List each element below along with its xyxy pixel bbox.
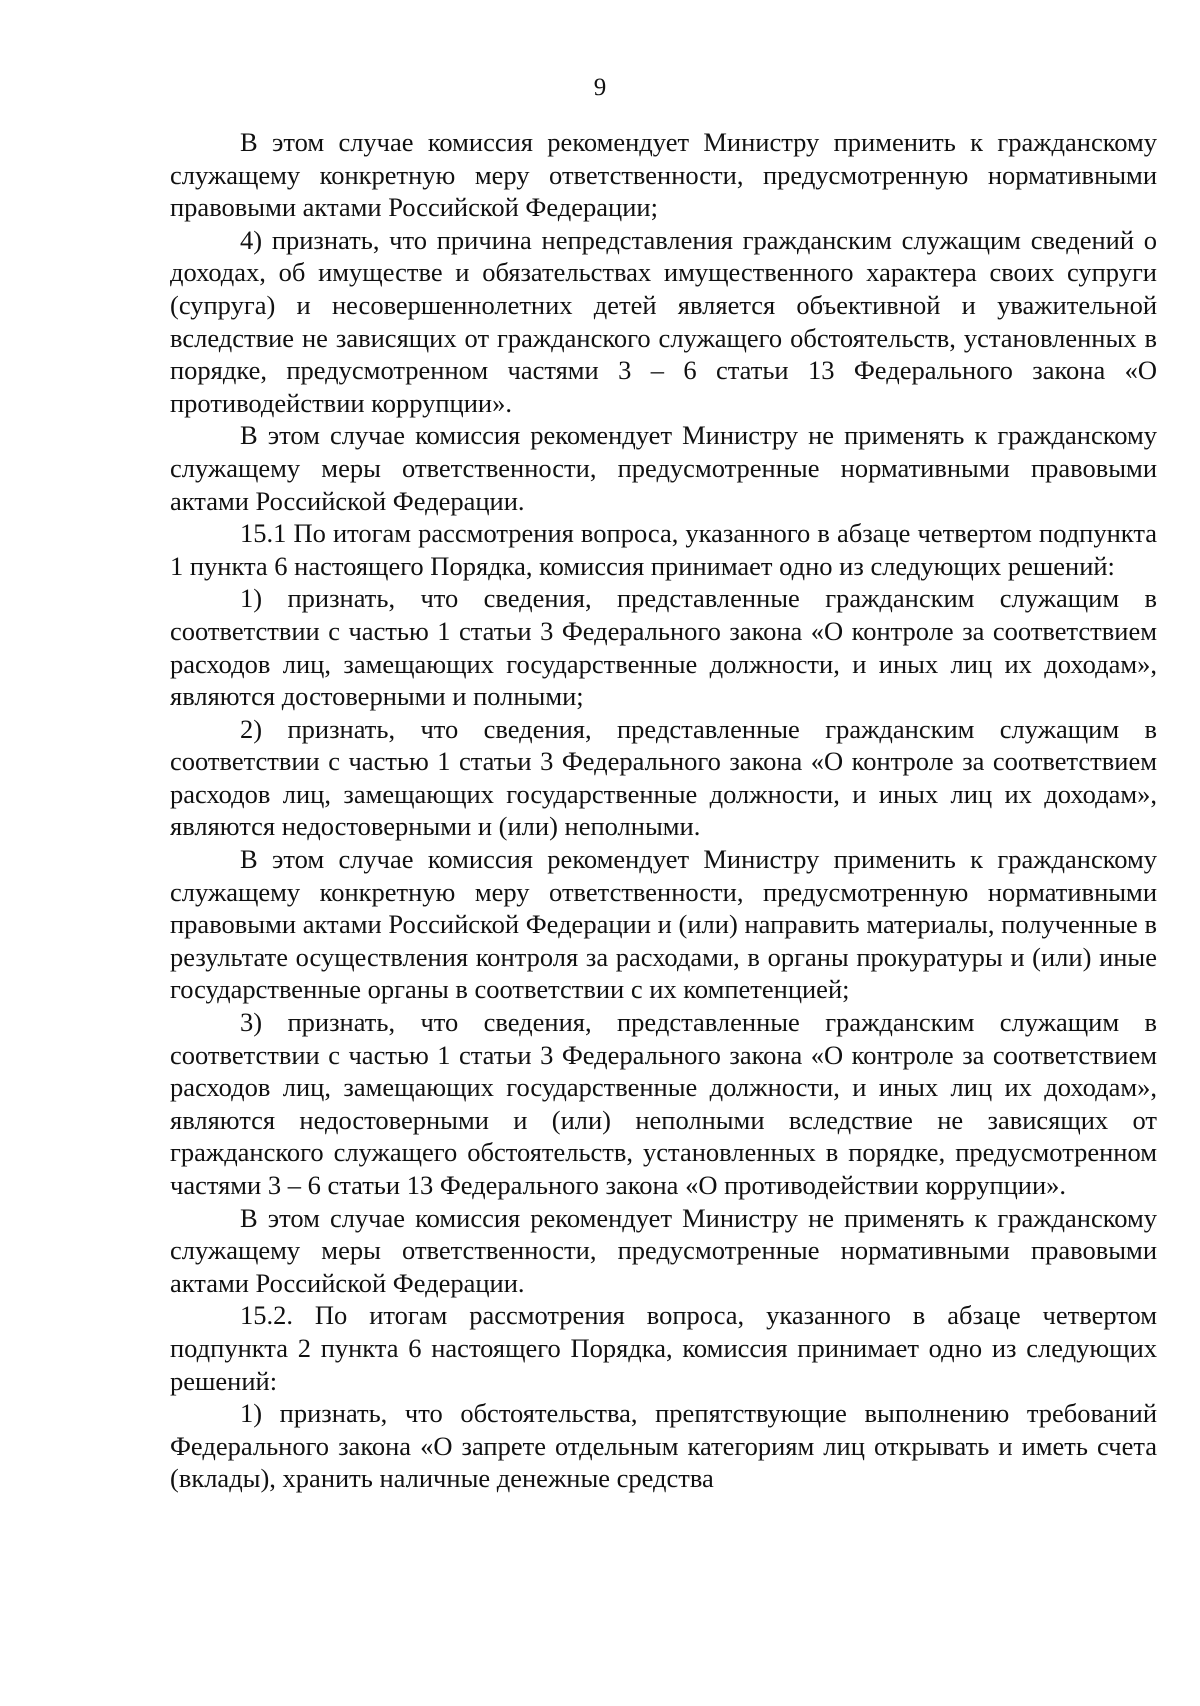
- text-line: к гражданскому служащему конкретную меру ответственности,: [170, 127, 1157, 190]
- text-line: в соответствии с частью 1 статьи 3 Федерального закона «О контроле: [170, 1007, 1158, 1070]
- text-line: за соответствием расходов лиц, замещающих государственные должности,: [170, 615, 1157, 679]
- text-line: В этом случае комиссия рекомендует Министру не применять: [240, 1202, 965, 1233]
- text-line: органы в соответствии с их компетенцией;: [367, 974, 850, 1005]
- text-line: и иных лиц их доходам», являются достоверными и полными;: [170, 648, 1157, 712]
- text-line: открывать и иметь счета (вклады), хранить наличные денежные средства: [170, 1430, 1157, 1494]
- text-line: В этом случае комиссия рекомендует Министру применить: [240, 127, 956, 157]
- text-line: В этом случае комиссия рекомендует Министру не применять: [240, 420, 965, 451]
- text-line: к гражданскому служащему конкретную меру ответственности,: [170, 844, 1157, 907]
- text-line: вследствие не зависящих от гражданского служащего обстоятельств,: [170, 1104, 1157, 1168]
- text-line: требований Федерального закона «О запрете отдельным категориям лиц: [170, 1398, 1158, 1461]
- text-line: 15.1 По итогам рассмотрения вопроса, указанного в абзаце четвертом: [240, 518, 1032, 549]
- text-line: в соответствии с частью 1 статьи 3 Федерального закона «О контроле: [170, 583, 1158, 646]
- text-line: В этом случае комиссия рекомендует Министру применить: [240, 844, 956, 875]
- text-line: статьи 13 Федерального закона «О противодействии коррупции».: [170, 355, 1157, 418]
- paragraph: [170, 713, 1157, 843]
- text-line: подпункта 1 пункта 6 настоящего Порядка, комиссия принимает одно: [170, 518, 1157, 581]
- paragraph: [170, 224, 1157, 420]
- text-line: из следующих решений:: [170, 1332, 1158, 1396]
- text-line: нормативными правовыми актами Российской Федерации.: [170, 1235, 1158, 1298]
- text-line: нормативными правовыми актами Российской Федерации.: [170, 452, 1158, 516]
- text-line: 3) признать, что сведения, представленные гражданским служащим: [240, 1007, 1120, 1038]
- paragraph: [170, 126, 1157, 224]
- text-line: за соответствием расходов лиц, замещающих государственные должности,: [170, 1039, 1157, 1103]
- text-line: 4) признать, что причина непредставления гражданским служащим: [240, 224, 1021, 255]
- text-line: подпункта 2 пункта 6 настоящего Порядка, комиссия принимает одно: [170, 1332, 983, 1363]
- text-line: из следующих решений:: [839, 550, 1115, 581]
- document-body: [170, 126, 1157, 1495]
- text-line: и иных лиц их доходам», являются недостоверными и (или) неполными.: [170, 778, 1157, 842]
- paragraph: [170, 582, 1157, 712]
- text-line: 1) признать, что сведения, представленные гражданским служащим: [240, 583, 1120, 614]
- paragraph: [170, 419, 1157, 517]
- text-line: к гражданскому служащему меры ответственности, предусмотренные: [170, 1202, 1157, 1266]
- text-line: за соответствием расходов лиц, замещающих государственные должности,: [170, 746, 1157, 809]
- text-line: к гражданскому служащему меры ответственности, предусмотренные: [170, 420, 1157, 483]
- paragraph: [170, 1006, 1157, 1202]
- text-line: своих супруги (супруга) и несовершеннолетних детей является объективной: [170, 257, 1157, 320]
- text-line: 1) признать, что обстоятельства, препятствующие выполнению: [240, 1398, 1010, 1429]
- text-line: установленных в порядке, предусмотренном частями 3 – 6 статьи 13: [170, 1137, 1158, 1200]
- paragraph: [170, 1397, 1157, 1495]
- text-line: Федерального закона «О противодействии коррупции».: [439, 1170, 1067, 1200]
- page-number: 9: [593, 74, 607, 101]
- text-line: в соответствии с частью 1 статьи 3 Федерального закона «О контроле: [170, 713, 1158, 777]
- text-line: и (или) направить материалы, полученные в результате осуществления: [170, 909, 1158, 972]
- text-line: предусмотренную нормативными правовыми актами Российской Федерации;: [170, 159, 1158, 223]
- text-line: и уважительной вследствие не зависящих от гражданского служащего: [170, 289, 1157, 353]
- text-line: предусмотренную нормативными правовыми актами Российской Федерации: [170, 876, 1158, 940]
- paragraph: [170, 1202, 1157, 1300]
- text-line: обстоятельств, установленных в порядке, предусмотренном частями 3 – 6: [170, 322, 1157, 386]
- paragraph: [170, 517, 1157, 582]
- paragraph: [170, 843, 1157, 1006]
- text-line: сведений о доходах, об имуществе и обязательствах имущественного характера: [170, 224, 1157, 288]
- text-line: 15.2. По итогам рассмотрения вопроса, указанного в абзаце четвертом: [240, 1300, 1157, 1331]
- text-line: и иных лиц их доходам», являются недостоверными и (или) неполными: [170, 1072, 1157, 1135]
- text-line: 2) признать, что сведения, представленные гражданским служащим: [240, 713, 1120, 744]
- text-line: контроля за расходами, в органы прокуратуры и (или) иные государственные: [170, 941, 1158, 1005]
- paragraph: [170, 1299, 1157, 1397]
